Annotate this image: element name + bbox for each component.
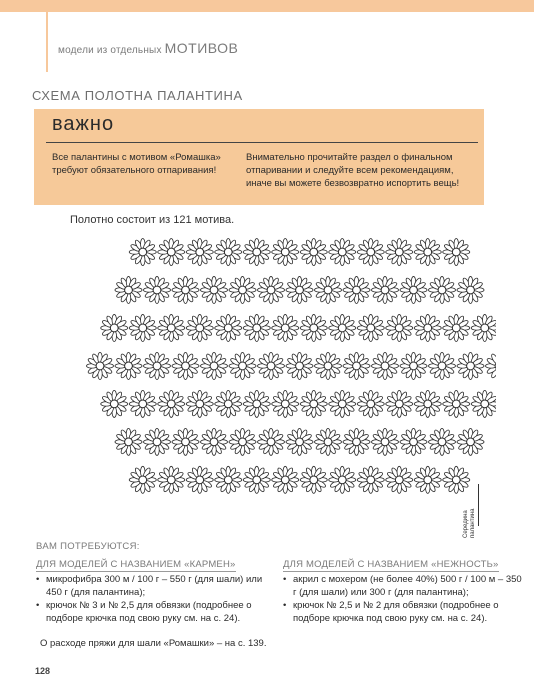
daisy-motif bbox=[286, 276, 313, 303]
daisy-motif bbox=[343, 352, 370, 379]
daisy-motif bbox=[386, 314, 413, 341]
page-title: СХЕМА ПОЛОТНА ПАЛАНТИНА bbox=[32, 88, 243, 103]
daisy-motif bbox=[300, 314, 327, 341]
daisy-motif bbox=[414, 390, 441, 417]
daisy-motif bbox=[314, 276, 341, 303]
daisy-motif bbox=[329, 466, 356, 493]
daisy-motif bbox=[300, 238, 327, 265]
daisy-motif bbox=[272, 238, 299, 265]
list-item: • микрофибра 300 м / 100 г – 550 г (для шали) или 450 г (для палантина); bbox=[36, 573, 276, 599]
daisy-motif bbox=[215, 314, 242, 341]
daisy-motif bbox=[243, 238, 270, 265]
daisy-motif bbox=[143, 276, 170, 303]
daisy-motif bbox=[414, 238, 441, 265]
daisy-motif bbox=[300, 466, 327, 493]
daisy-motif bbox=[457, 276, 484, 303]
daisy-motif bbox=[243, 314, 270, 341]
daisy-motif bbox=[457, 352, 484, 379]
daisy-motif bbox=[229, 428, 256, 455]
daisy-motif bbox=[172, 276, 199, 303]
section-label-big: МОТИВОВ bbox=[164, 40, 239, 56]
daisy-motif bbox=[215, 466, 242, 493]
daisy-motif bbox=[371, 428, 398, 455]
daisy-motif bbox=[386, 238, 413, 265]
daisy-motif bbox=[300, 390, 327, 417]
center-label-line1: Середина bbox=[463, 510, 469, 538]
daisy-motif bbox=[158, 238, 185, 265]
daisy-motif bbox=[186, 314, 213, 341]
daisy-motif bbox=[115, 352, 142, 379]
daisy-motif bbox=[143, 352, 170, 379]
daisy-motif bbox=[186, 238, 213, 265]
daisy-motif bbox=[357, 238, 384, 265]
carmen-heading: ДЛЯ МОДЕЛЕЙ С НАЗВАНИЕМ «КАРМЕН» bbox=[36, 559, 236, 570]
intro-text: Полотно состоит из 121 мотива. bbox=[70, 214, 235, 226]
daisy-motif bbox=[115, 428, 142, 455]
center-marker-label bbox=[463, 482, 489, 538]
important-divider bbox=[46, 142, 478, 143]
daisy-motif bbox=[158, 314, 185, 341]
daisy-motif bbox=[443, 390, 470, 417]
daisy-motif bbox=[129, 238, 156, 265]
daisy-motif bbox=[457, 428, 484, 455]
motif-layout-diagram bbox=[86, 230, 496, 498]
daisy-motif bbox=[257, 352, 284, 379]
daisy-motif bbox=[172, 428, 199, 455]
daisy-motif bbox=[386, 390, 413, 417]
daisy-motif bbox=[329, 314, 356, 341]
daisy-motif bbox=[414, 314, 441, 341]
tenderness-materials-list bbox=[283, 573, 523, 625]
daisy-motif bbox=[257, 276, 284, 303]
important-text-right: Внимательно прочитайте раздел о финальном отпаривании и следуйте всем рекомендациям, иначе вы можете безвозвратно испортить вещь! bbox=[246, 152, 460, 189]
daisy-motif bbox=[243, 390, 270, 417]
center-label-line2: палантина bbox=[470, 508, 476, 538]
materials-heading: ВАМ ПОТРЕБУЮТСЯ: bbox=[36, 541, 140, 552]
daisy-motif bbox=[101, 390, 128, 417]
daisy-motif bbox=[386, 466, 413, 493]
daisy-motif bbox=[357, 390, 384, 417]
daisy-motif bbox=[400, 428, 427, 455]
list-item: • акрил с мохером (не более 40%) 500 г / 100 м – 350 г (для шали) или 300 г (для палантина); bbox=[283, 573, 523, 599]
daisy-motif bbox=[272, 466, 299, 493]
daisy-motif bbox=[200, 352, 227, 379]
daisy-motif bbox=[428, 352, 455, 379]
important-title: важно bbox=[52, 113, 115, 135]
daisy-motif bbox=[101, 314, 128, 341]
daisy-motif bbox=[229, 276, 256, 303]
daisy-motif bbox=[172, 352, 199, 379]
daisy-motif bbox=[400, 352, 427, 379]
section-label: модели из отдельных bbox=[58, 45, 162, 56]
daisy-motif bbox=[471, 314, 496, 341]
daisy-motif bbox=[371, 276, 398, 303]
header-accent-line bbox=[46, 12, 48, 72]
daisy-motif bbox=[286, 428, 313, 455]
daisy-motif bbox=[200, 428, 227, 455]
daisy-motif bbox=[200, 276, 227, 303]
daisy-motif bbox=[343, 276, 370, 303]
daisy-motif bbox=[215, 390, 242, 417]
daisy-motif bbox=[186, 466, 213, 493]
daisy-motif bbox=[129, 390, 156, 417]
daisy-motif bbox=[129, 314, 156, 341]
daisy-motif bbox=[243, 466, 270, 493]
daisy-motif bbox=[428, 428, 455, 455]
daisy-motif bbox=[329, 390, 356, 417]
daisy-motif bbox=[215, 238, 242, 265]
daisy-motif bbox=[257, 428, 284, 455]
top-accent-bar bbox=[0, 0, 534, 12]
daisy-motif bbox=[272, 314, 299, 341]
page-number: 128 bbox=[35, 666, 51, 676]
daisy-motif bbox=[485, 352, 496, 379]
important-text-left: Все палантины с мотивом «Ромашка» требуют обязательного отпаривания! bbox=[52, 152, 221, 176]
daisy-motif bbox=[371, 352, 398, 379]
carmen-materials-list bbox=[36, 573, 276, 625]
daisy-motif bbox=[314, 352, 341, 379]
important-notice-box bbox=[34, 109, 484, 205]
list-item: • крючок № 2,5 и № 2 для обвязки (подробнее о подборе крючка под свою руку см. на с. 24). bbox=[283, 599, 523, 625]
daisy-motif bbox=[86, 352, 113, 379]
tenderness-heading: ДЛЯ МОДЕЛЕЙ С НАЗВАНИЕМ «НЕЖНОСТЬ» bbox=[283, 559, 499, 570]
list-item: • крючок № 3 и № 2,5 для обвязки (подробнее о подборе крючка под свою руку см. на с. 24). bbox=[36, 599, 276, 625]
daisy-motif bbox=[158, 466, 185, 493]
section-header bbox=[58, 40, 238, 56]
daisy-motif bbox=[158, 390, 185, 417]
daisy-motif bbox=[272, 390, 299, 417]
daisy-motif bbox=[443, 238, 470, 265]
daisy-motif bbox=[428, 276, 455, 303]
daisy-motif bbox=[229, 352, 256, 379]
daisy-motif bbox=[414, 466, 441, 493]
daisy-motif bbox=[400, 276, 427, 303]
daisy-motif bbox=[115, 276, 142, 303]
daisy-motif bbox=[357, 314, 384, 341]
daisy-motif bbox=[343, 428, 370, 455]
daisy-motif bbox=[143, 428, 170, 455]
daisy-motif bbox=[129, 466, 156, 493]
daisy-motif bbox=[357, 466, 384, 493]
daisy-motif bbox=[186, 390, 213, 417]
daisy-motif bbox=[443, 314, 470, 341]
yarn-footnote: О расходе пряжи для шали «Ромашки» – на с. 139. bbox=[40, 638, 267, 649]
daisy-motif bbox=[314, 428, 341, 455]
daisy-motif bbox=[471, 390, 496, 417]
daisy-motif bbox=[286, 352, 313, 379]
daisy-motif bbox=[329, 238, 356, 265]
